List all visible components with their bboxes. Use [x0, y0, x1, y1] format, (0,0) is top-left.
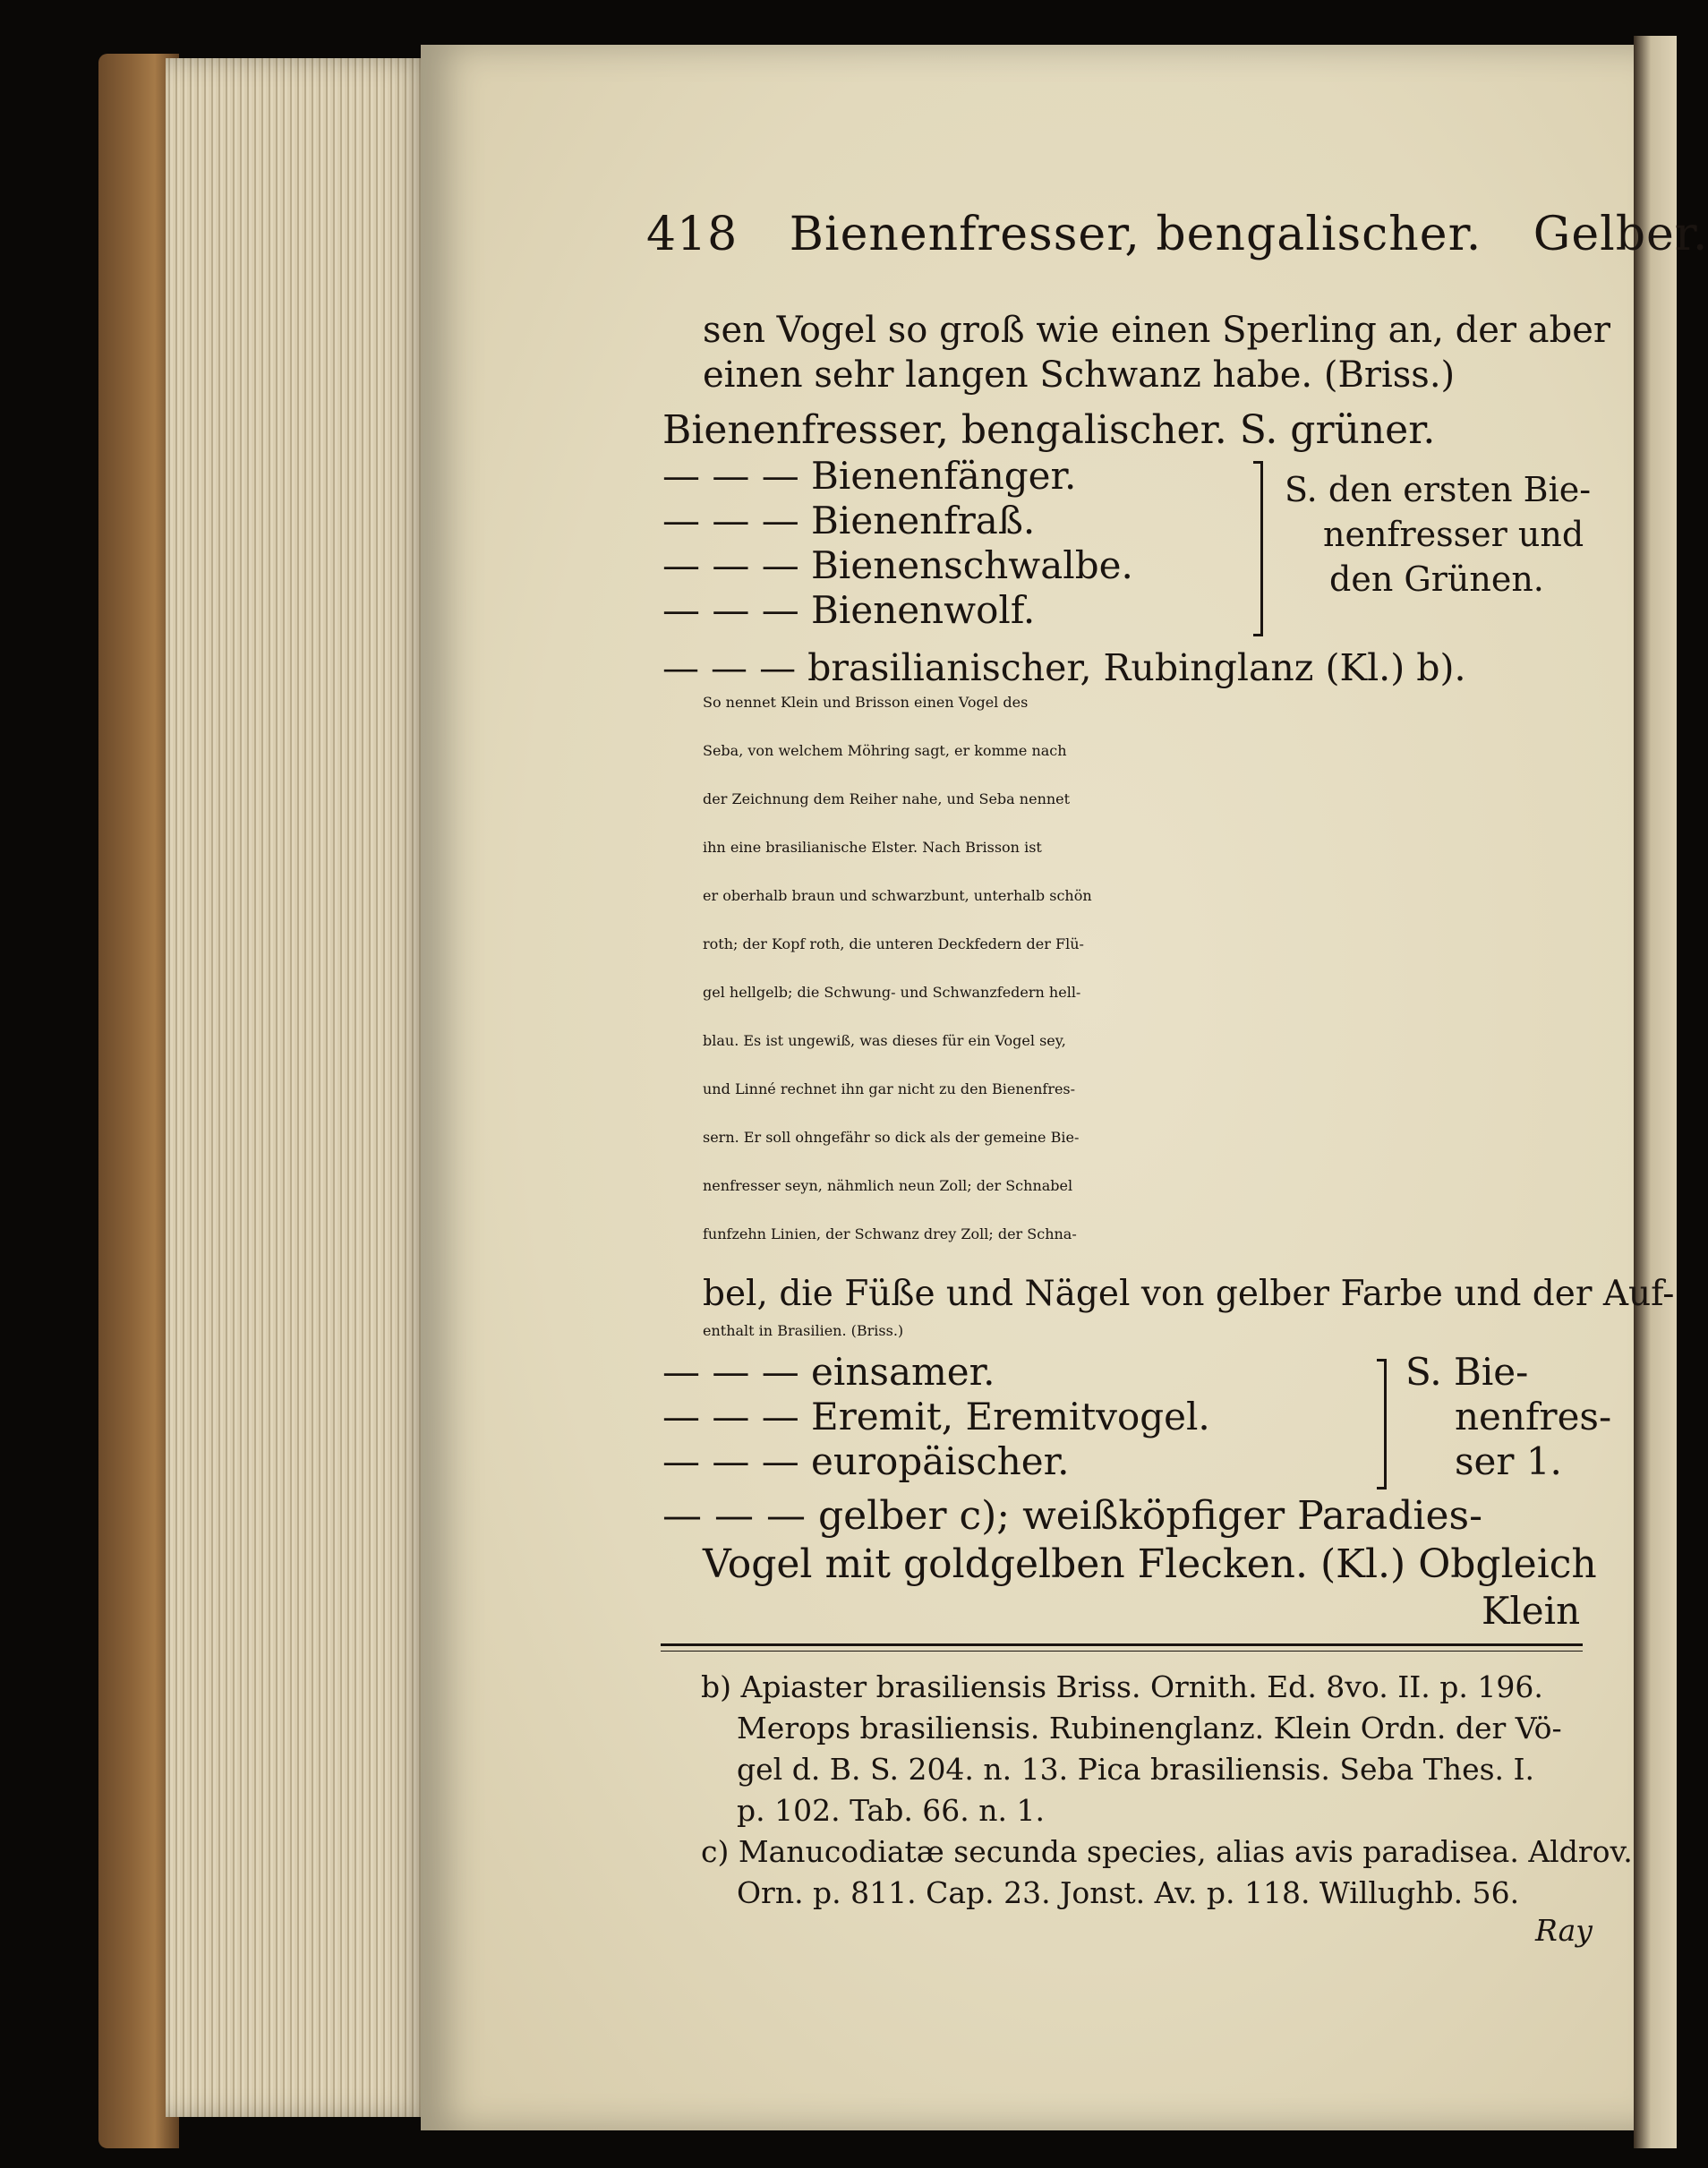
catchword: Klein — [1482, 1589, 1581, 1633]
entry-line: — — — Bienenwolf. — [662, 588, 1036, 632]
text-line: einen sehr langen Schwanz habe. (Briss.) — [703, 354, 1456, 396]
entry-heading: — — — brasilianischer, Rubinglanz (Kl.) b). — [662, 646, 1466, 689]
entry-line: — — — europäischer. — [662, 1439, 1070, 1483]
paragraph-line: roth; der Kopf roth, die unteren Deckfedern der Flü- — [703, 935, 1084, 952]
running-title: Bienenfresser, bengalischer. — [789, 208, 1482, 261]
paragraph-line: gel hellgelb; die Schwung- und Schwanzfedern hell- — [703, 984, 1081, 1001]
paragraph-line: enthalt in Brasilien. (Briss.) — [703, 1322, 904, 1339]
footnote-rule — [661, 1651, 1583, 1652]
page-number: 418 — [646, 208, 739, 261]
footnote-line: Merops brasiliensis. Rubinenglanz. Klein Ordn. der Vö- — [737, 1711, 1562, 1745]
entry-line: — — — Eremit, Eremitvogel. — [662, 1395, 1210, 1438]
entry-line: Vogel mit goldgelben Flecken. (Kl.) Obgleich — [703, 1541, 1597, 1587]
paragraph-line: der Zeichnung dem Reiher nahe, und Seba nennet — [703, 790, 1071, 807]
text-line: sen Vogel so groß wie einen Sperling an, der aber — [703, 310, 1610, 351]
entry-line: — — — Bienenfänger. — [662, 454, 1077, 498]
entry-line: — — — Bienenfraß. — [662, 499, 1036, 542]
cross-reference: den Grünen. — [1329, 559, 1544, 599]
brace — [1253, 461, 1263, 636]
footnote-line: b) Apiaster brasiliensis Briss. Ornith. Ed. 8vo. II. p. 196. — [701, 1669, 1543, 1704]
paragraph-line: sern. Er soll ohngefähr so dick als der gemeine Bie- — [703, 1129, 1080, 1146]
cross-reference: S. den ersten Bie- — [1285, 470, 1592, 509]
facing-page-edge — [1634, 36, 1677, 2148]
footnote-line: Orn. p. 811. Cap. 23. Jonst. Av. p. 118. Willughb. 56. — [737, 1875, 1520, 1910]
paragraph-line: funfzehn Linien, der Schwanz drey Zoll; der Schna- — [703, 1225, 1077, 1242]
paragraph-line: Seba, von welchem Möhring sagt, er komme nach — [703, 742, 1067, 759]
footnote-line: c) Manucodiatæ secunda species, alias avis paradisea. Aldrov. — [701, 1834, 1633, 1869]
paragraph-line: So nennet Klein und Brisson einen Vogel des — [703, 694, 1029, 711]
page-edges — [166, 58, 434, 2117]
entry-heading: Bienenfresser, bengalischer. S. grüner. — [662, 407, 1436, 453]
brace — [1377, 1359, 1387, 1489]
running-catchword: Gelber. — [1533, 208, 1708, 261]
cross-reference: nenfresser und — [1323, 515, 1584, 554]
cross-reference: ser 1. — [1455, 1439, 1562, 1483]
cross-reference: nenfres- — [1455, 1395, 1612, 1438]
cross-reference: S. Bie- — [1405, 1350, 1529, 1394]
footnote-line: gel d. B. S. 204. n. 13. Pica brasiliensis. Seba Thes. I. — [737, 1752, 1535, 1787]
paragraph-line: nenfresser seyn, nähmlich neun Zoll; der Schnabel — [703, 1177, 1073, 1194]
footnote-catchword: Ray — [1535, 1913, 1593, 1948]
paragraph-line: und Linné rechnet ihn gar nicht zu den Bienenfres- — [703, 1080, 1076, 1097]
footnote-line: p. 102. Tab. 66. n. 1. — [737, 1793, 1045, 1828]
entry-heading: — — — gelber c); weißköpfiger Paradies- — [662, 1493, 1482, 1539]
paragraph-line: er oberhalb braun und schwarzbunt, unterhalb schön — [703, 887, 1092, 904]
paragraph-line: blau. Es ist ungewiß, was dieses für ein Vogel sey, — [703, 1032, 1066, 1049]
paragraph-line: ihn eine brasilianische Elster. Nach Brisson ist — [703, 839, 1042, 856]
entry-line: — — — einsamer. — [662, 1350, 995, 1394]
running-header — [646, 208, 1708, 261]
paragraph-line: bel, die Füße und Nägel von gelber Farbe und der Auf- — [703, 1274, 1675, 1314]
entry-line: — — — Bienenschwalbe. — [662, 543, 1133, 587]
footnote-rule — [661, 1643, 1583, 1646]
